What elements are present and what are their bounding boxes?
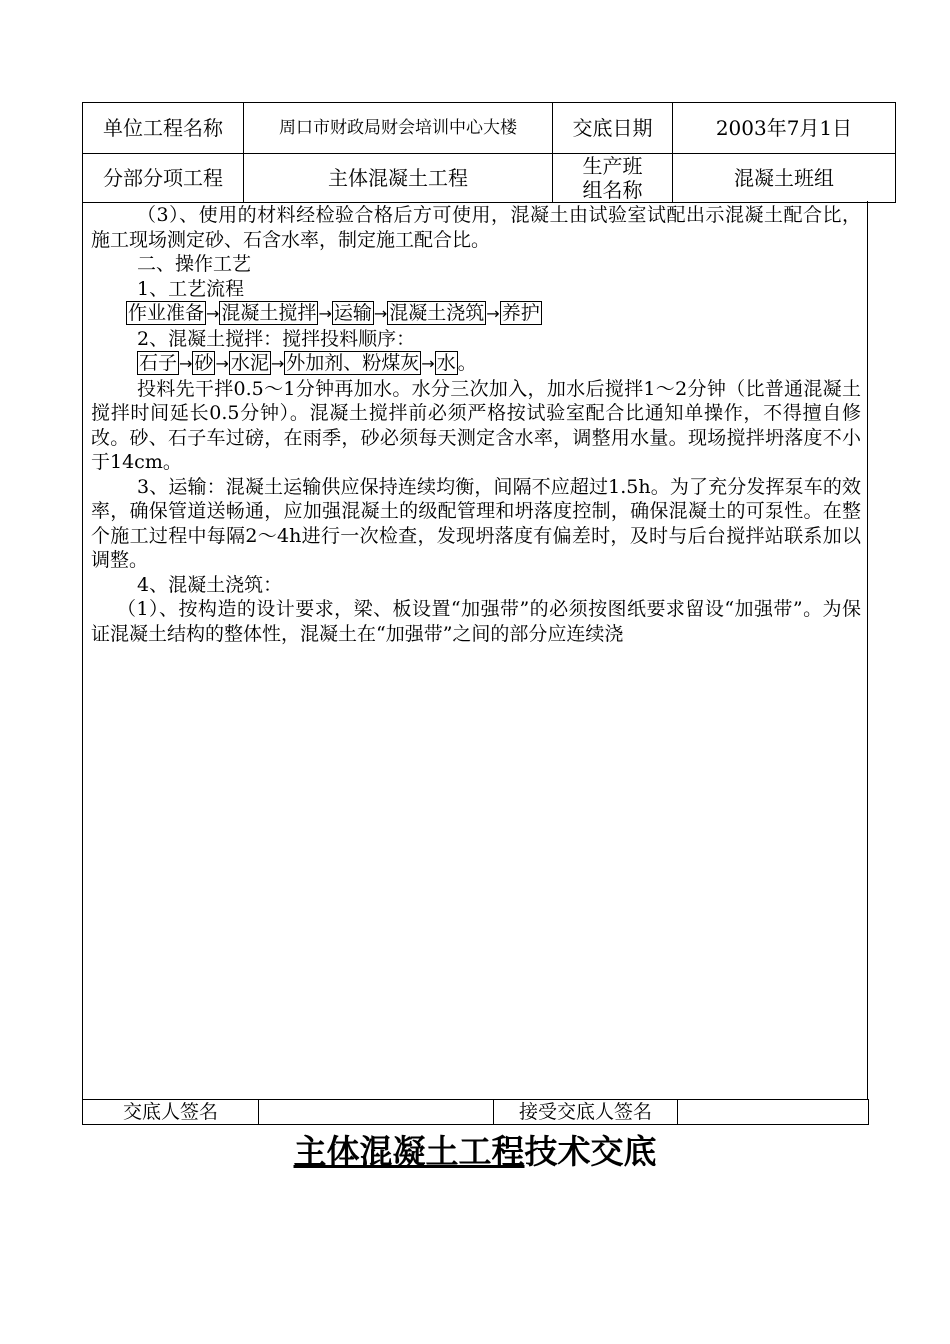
arrow-icon: →: [179, 354, 193, 373]
mix-step-stone: 石子: [139, 352, 178, 374]
date-label: 交底日期: [553, 103, 673, 154]
flow-diagram: [91, 301, 861, 327]
mix-step-additive: 外加剂、粉煤灰: [286, 352, 420, 374]
title-project: 主体混凝土工程: [293, 1132, 525, 1171]
arrow-icon: →: [421, 354, 435, 373]
content-box: [82, 201, 868, 1099]
title-suffix: 技术交底: [524, 1132, 657, 1171]
team-value: 混凝土班组: [673, 154, 896, 203]
arrow-icon: →: [373, 304, 388, 323]
mix-step-cement: 水泥: [230, 352, 269, 374]
arrow-icon: →: [206, 304, 220, 323]
receiver-signature-label: 接受交底人签名: [494, 1100, 678, 1125]
content-body: [91, 203, 861, 646]
mixing-paragraph: 投料先干拌0.5～1分钟再加水。水分三次加入，加水后搅拌1～2分钟（比普通混凝土搅拌时间延长0.5分钟）。混凝土搅拌前必须严格按试验室配合比通知单操作，不得擅自修改。砂、石子车过磅，在雨季，砂必须每天测定含水率，调整用水量。现场搅拌坍落度不小于14cm。: [91, 377, 861, 473]
signature-table: [82, 1099, 868, 1125]
mix-step-water: 水: [436, 352, 456, 374]
header-table: [82, 102, 895, 201]
flow-step-transport: 运输: [333, 302, 372, 324]
arrow-icon: →: [270, 354, 285, 373]
arrow-icon: →: [486, 304, 500, 323]
mixing-heading: 2、混凝土搅拌：搅拌投料顺序：: [137, 327, 416, 350]
mix-order: [91, 351, 861, 377]
giver-signature-field[interactable]: [259, 1100, 494, 1125]
materials-paragraph: （3）、使用的材料经检验合格后方可使用，混凝土由试验室试配出示混凝土配合比，施工现场测定砂、石含水率，制定施工配合比。: [91, 204, 861, 251]
team-label-line1: 生产班: [582, 154, 643, 178]
pouring-paragraph: （1）、按构造的设计要求，梁、板设置“加强带”的必须按图纸要求留设“加强带”。为保证混凝土结构的整体性，混凝土在“加强带”之间的部分应连续浇: [91, 598, 861, 645]
receiver-signature-field[interactable]: [678, 1100, 869, 1125]
process-heading: 二、操作工艺: [137, 253, 252, 275]
pouring-heading: 4、混凝土浇筑：: [137, 573, 283, 596]
unit-name-value: 周口市财政局财会培训中心大楼: [244, 103, 553, 154]
giver-signature-label: 交底人签名: [83, 1100, 259, 1125]
transport-paragraph: 3、运输：混凝土运输供应保持连续均衡，间隔不应超过1.5h。为了充分发挥泵车的效率，确保管道送畅通，应加强混凝土的级配管理和坍落度控制，确保混凝土的可泵性。在整个施工过程中每隔2～4h进行一次检查，发现坍落度有偏差时，及时与后台搅拌站联系加以调整。: [91, 475, 861, 571]
subproject-value: 主体混凝土工程: [244, 154, 553, 203]
subproject-label: 分部分项工程: [83, 154, 244, 203]
flow-step-mixing: 混凝土搅拌: [221, 302, 317, 324]
mix-order-end: 。: [457, 352, 477, 374]
document-title: [0, 1128, 950, 1176]
team-label: [553, 154, 673, 203]
flow-step-pouring: 混凝土浇筑: [389, 302, 485, 324]
flow-heading: 1、工艺流程: [137, 277, 245, 300]
flow-step-curing: 养护: [501, 302, 540, 324]
arrow-icon: →: [318, 304, 332, 323]
arrow-icon: →: [215, 354, 229, 373]
mix-step-sand: 砂: [194, 352, 214, 374]
unit-name-label: 单位工程名称: [83, 103, 244, 154]
date-value: 2003年7月1日: [673, 103, 896, 154]
flow-step-prepare: 作业准备: [128, 302, 205, 324]
team-label-line2: 组名称: [582, 178, 643, 202]
